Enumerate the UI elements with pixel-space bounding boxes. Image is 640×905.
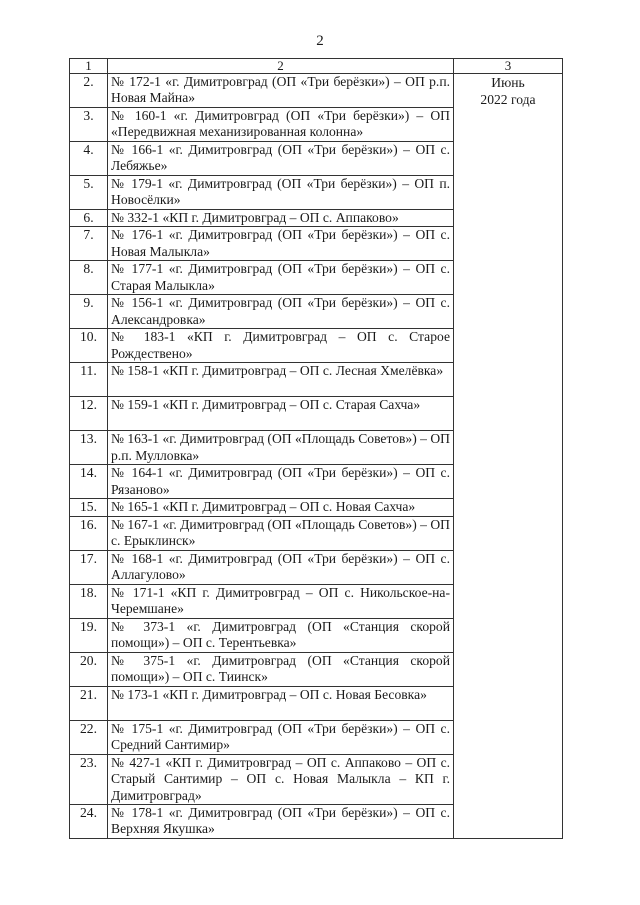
route-name: № 160-1 «г. Димитровград (ОП «Три берёзки») – ОП «Передвижная механизированная колонна» — [108, 108, 454, 142]
row-number: 6. — [70, 210, 108, 227]
table-header-row — [70, 59, 563, 74]
row-number: 20. — [70, 652, 108, 686]
route-name: № 167-1 «г. Димитровград (ОП «Площадь Советов») – ОП с. Ерыклинск» — [108, 516, 454, 550]
row-number: 12. — [70, 397, 108, 431]
row-number: 3. — [70, 108, 108, 142]
route-name: № 163-1 «г. Димитровград (ОП «Площадь Советов») – ОП р.п. Мулловка» — [108, 431, 454, 465]
route-name: № 171-1 «КП г. Димитровград – ОП с. Никольское-на-Черемшане» — [108, 584, 454, 618]
route-name: № 179-1 «г. Димитровград (ОП «Три берёзки») – ОП п. Новосёлки» — [108, 176, 454, 210]
row-number: 7. — [70, 227, 108, 261]
route-name: № 332-1 «КП г. Димитровград – ОП с. Аппаково» — [108, 210, 454, 227]
route-name: № 183-1 «КП г. Димитровград – ОП с. Старое Рождествено» — [108, 329, 454, 363]
column-header-number: 1 — [70, 59, 108, 74]
page-number: 2 — [316, 33, 324, 49]
route-name: № 168-1 «г. Димитровград (ОП «Три берёзки») – ОП с. Аллагулово» — [108, 550, 454, 584]
row-number: 10. — [70, 329, 108, 363]
route-name: № 159-1 «КП г. Димитровград – ОП с. Старая Сахча» — [108, 397, 454, 431]
route-name: № 178-1 «г. Димитровград (ОП «Три берёзки») – ОП с. Верхняя Якушка» — [108, 805, 454, 839]
route-name: № 375-1 «г. Димитровград (ОП «Станция скорой помощи») – ОП с. Тиинск» — [108, 652, 454, 686]
row-number: 14. — [70, 465, 108, 499]
row-number: 5. — [70, 176, 108, 210]
period-month: Июнь — [491, 75, 525, 90]
row-number: 2. — [70, 74, 108, 108]
route-name: № 164-1 «г. Димитровград (ОП «Три берёзки») – ОП с. Рязаново» — [108, 465, 454, 499]
row-number: 13. — [70, 431, 108, 465]
period-year: 2022 года — [480, 92, 536, 107]
row-number: 19. — [70, 618, 108, 652]
route-name: № 427-1 «КП г. Димитровград – ОП с. Аппаково – ОП с. Старый Сантимир – ОП с. Новая Малыкла – КП г. Димитровград» — [108, 754, 454, 804]
row-number: 24. — [70, 805, 108, 839]
row-number: 15. — [70, 499, 108, 516]
route-name: № 156-1 «г. Димитровград (ОП «Три берёзки») – ОП с. Александровка» — [108, 295, 454, 329]
row-number: 21. — [70, 686, 108, 720]
row-number: 4. — [70, 142, 108, 176]
route-name: № 172-1 «г. Димитровград (ОП «Три берёзки») – ОП р.п. Новая Майна» — [108, 74, 454, 108]
column-header-route: 2 — [108, 59, 454, 74]
table-row — [70, 74, 563, 108]
row-number: 17. — [70, 550, 108, 584]
route-name: № 175-1 «г. Димитровград (ОП «Три берёзки») – ОП с. Средний Сантимир» — [108, 720, 454, 754]
row-number: 8. — [70, 261, 108, 295]
route-name: № 373-1 «г. Димитровград (ОП «Станция скорой помощи») – ОП с. Терентьевка» — [108, 618, 454, 652]
routes-table — [69, 58, 563, 839]
row-number: 22. — [70, 720, 108, 754]
row-number: 9. — [70, 295, 108, 329]
period-cell — [454, 74, 563, 839]
column-header-period: 3 — [454, 59, 563, 74]
row-number: 23. — [70, 754, 108, 804]
row-number: 11. — [70, 363, 108, 397]
route-name: № 177-1 «г. Димитровград (ОП «Три берёзки») – ОП с. Старая Малыкла» — [108, 261, 454, 295]
route-name: № 166-1 «г. Димитровград (ОП «Три берёзки») – ОП с. Лебяжье» — [108, 142, 454, 176]
route-name: № 173-1 «КП г. Димитровград – ОП с. Новая Бесовка» — [108, 686, 454, 720]
row-number: 16. — [70, 516, 108, 550]
row-number: 18. — [70, 584, 108, 618]
route-name: № 165-1 «КП г. Димитровград – ОП с. Новая Сахча» — [108, 499, 454, 516]
route-name: № 176-1 «г. Димитровград (ОП «Три берёзки») – ОП с. Новая Малыкла» — [108, 227, 454, 261]
route-name: № 158-1 «КП г. Димитровград – ОП с. Лесная Хмелёвка» — [108, 363, 454, 397]
